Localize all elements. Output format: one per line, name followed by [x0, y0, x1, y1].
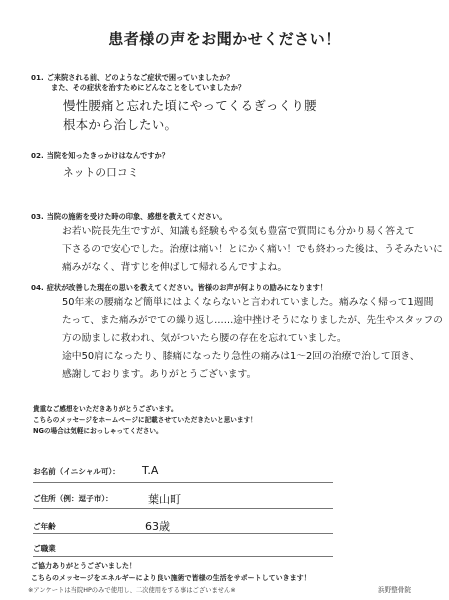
answer-4-line-5: 感謝しております。ありがとうございます。	[62, 369, 257, 380]
answer-1-line-2: 根本から治したい。	[63, 117, 178, 132]
name-value: T.A	[142, 464, 159, 477]
answer-1-line-1: 慢性腰痛と忘れた頃にやってくるぎっくり腰	[63, 98, 317, 113]
question-1	[31, 73, 234, 83]
page-title: 患者様の声をお聞かせください！	[108, 30, 341, 48]
footer-disclaimer: ※アンケートは当院HPのみで使用し、二次使用をする事はございません※	[28, 587, 236, 594]
question-3	[31, 212, 226, 222]
answer-4-line-1: 50年来の腰痛など簡単にはよくならないと言われていました。痛みなく帰って1週間	[62, 297, 434, 308]
age-label: ご年齢	[33, 522, 56, 531]
question-1-line-2: また、その症状を治すためにどんなことをしていましたか？	[51, 83, 246, 92]
question-3-number: 03.	[31, 212, 44, 221]
answer-3-line-3: 痛みがなく、背すじを伸ばして帰れるんですよね。	[62, 262, 288, 273]
footer-message: こちらのメッセージをエネルギーにより良い施術で皆様の生活をサポートしていきます！	[31, 574, 311, 582]
age-value: 63歳	[145, 520, 170, 533]
question-3-line-1: 当院の施術を受けた時の印象、感想を教えてください。	[46, 212, 227, 221]
note-line-1: 貴重なご感想をいただきありがとうございます。	[33, 405, 178, 413]
question-1-number: 01.	[31, 73, 44, 82]
answer-4-line-2: たって、また痛みがでての繰り返し……途中挫けそうになりましたが、先生やスタッフの	[62, 315, 443, 326]
note-line-3: NGの場合は気軽におっしゃってください。	[33, 427, 163, 435]
occupation-label: ご職業	[33, 544, 56, 553]
answer-3-line-2: 下さるので安心でした。治療は痛い！とにかく痛い！でも終わった後は、うそみたいに	[62, 244, 443, 255]
question-2-number: 02.	[31, 151, 44, 160]
question-2	[31, 151, 169, 161]
question-2-line-1: 当院を知ったきっかけはなんですか？	[46, 151, 169, 160]
name-label: お名前（イニシャル可）：	[33, 467, 120, 476]
answer-4-line-3: 方の励ましに救われ、気がついたら腰の存在を忘れていました。	[62, 333, 347, 344]
question-4-number: 04.	[31, 283, 44, 292]
question-4-line-1: 症状が改善した現在の思いを教えてください。皆様のお声が何よりの励みになります！	[46, 283, 328, 292]
question-1-line-1: ご来院される前、どのようなご症状で困っていましたか？	[46, 73, 234, 82]
occupation-underline	[33, 556, 333, 557]
question-4	[31, 283, 327, 293]
answer-4-line-4: 途中50肩になったり、膝痛になったり急性の痛みは1〜2回の治療で治して頂き、	[62, 351, 420, 362]
note-line-2: こちらのメッセージをホームページに記載させていただきたいと思います！	[33, 416, 257, 424]
age-underline	[33, 533, 333, 534]
footer-thanks: ご協力ありがとうございました！	[31, 562, 136, 570]
address-label: ご住所（例：逗子市）：	[33, 494, 113, 503]
answer-3-line-1: お若い院長先生ですが、知識も経験もやる気も豊富で質問にも分かり易く答えて	[62, 226, 415, 237]
address-underline	[33, 508, 333, 509]
name-underline	[33, 482, 333, 483]
address-value: 葉山町	[148, 493, 181, 506]
answer-2-line-1: ネットの口コミ	[63, 167, 139, 179]
clinic-name: 浜野整骨院	[378, 586, 411, 594]
